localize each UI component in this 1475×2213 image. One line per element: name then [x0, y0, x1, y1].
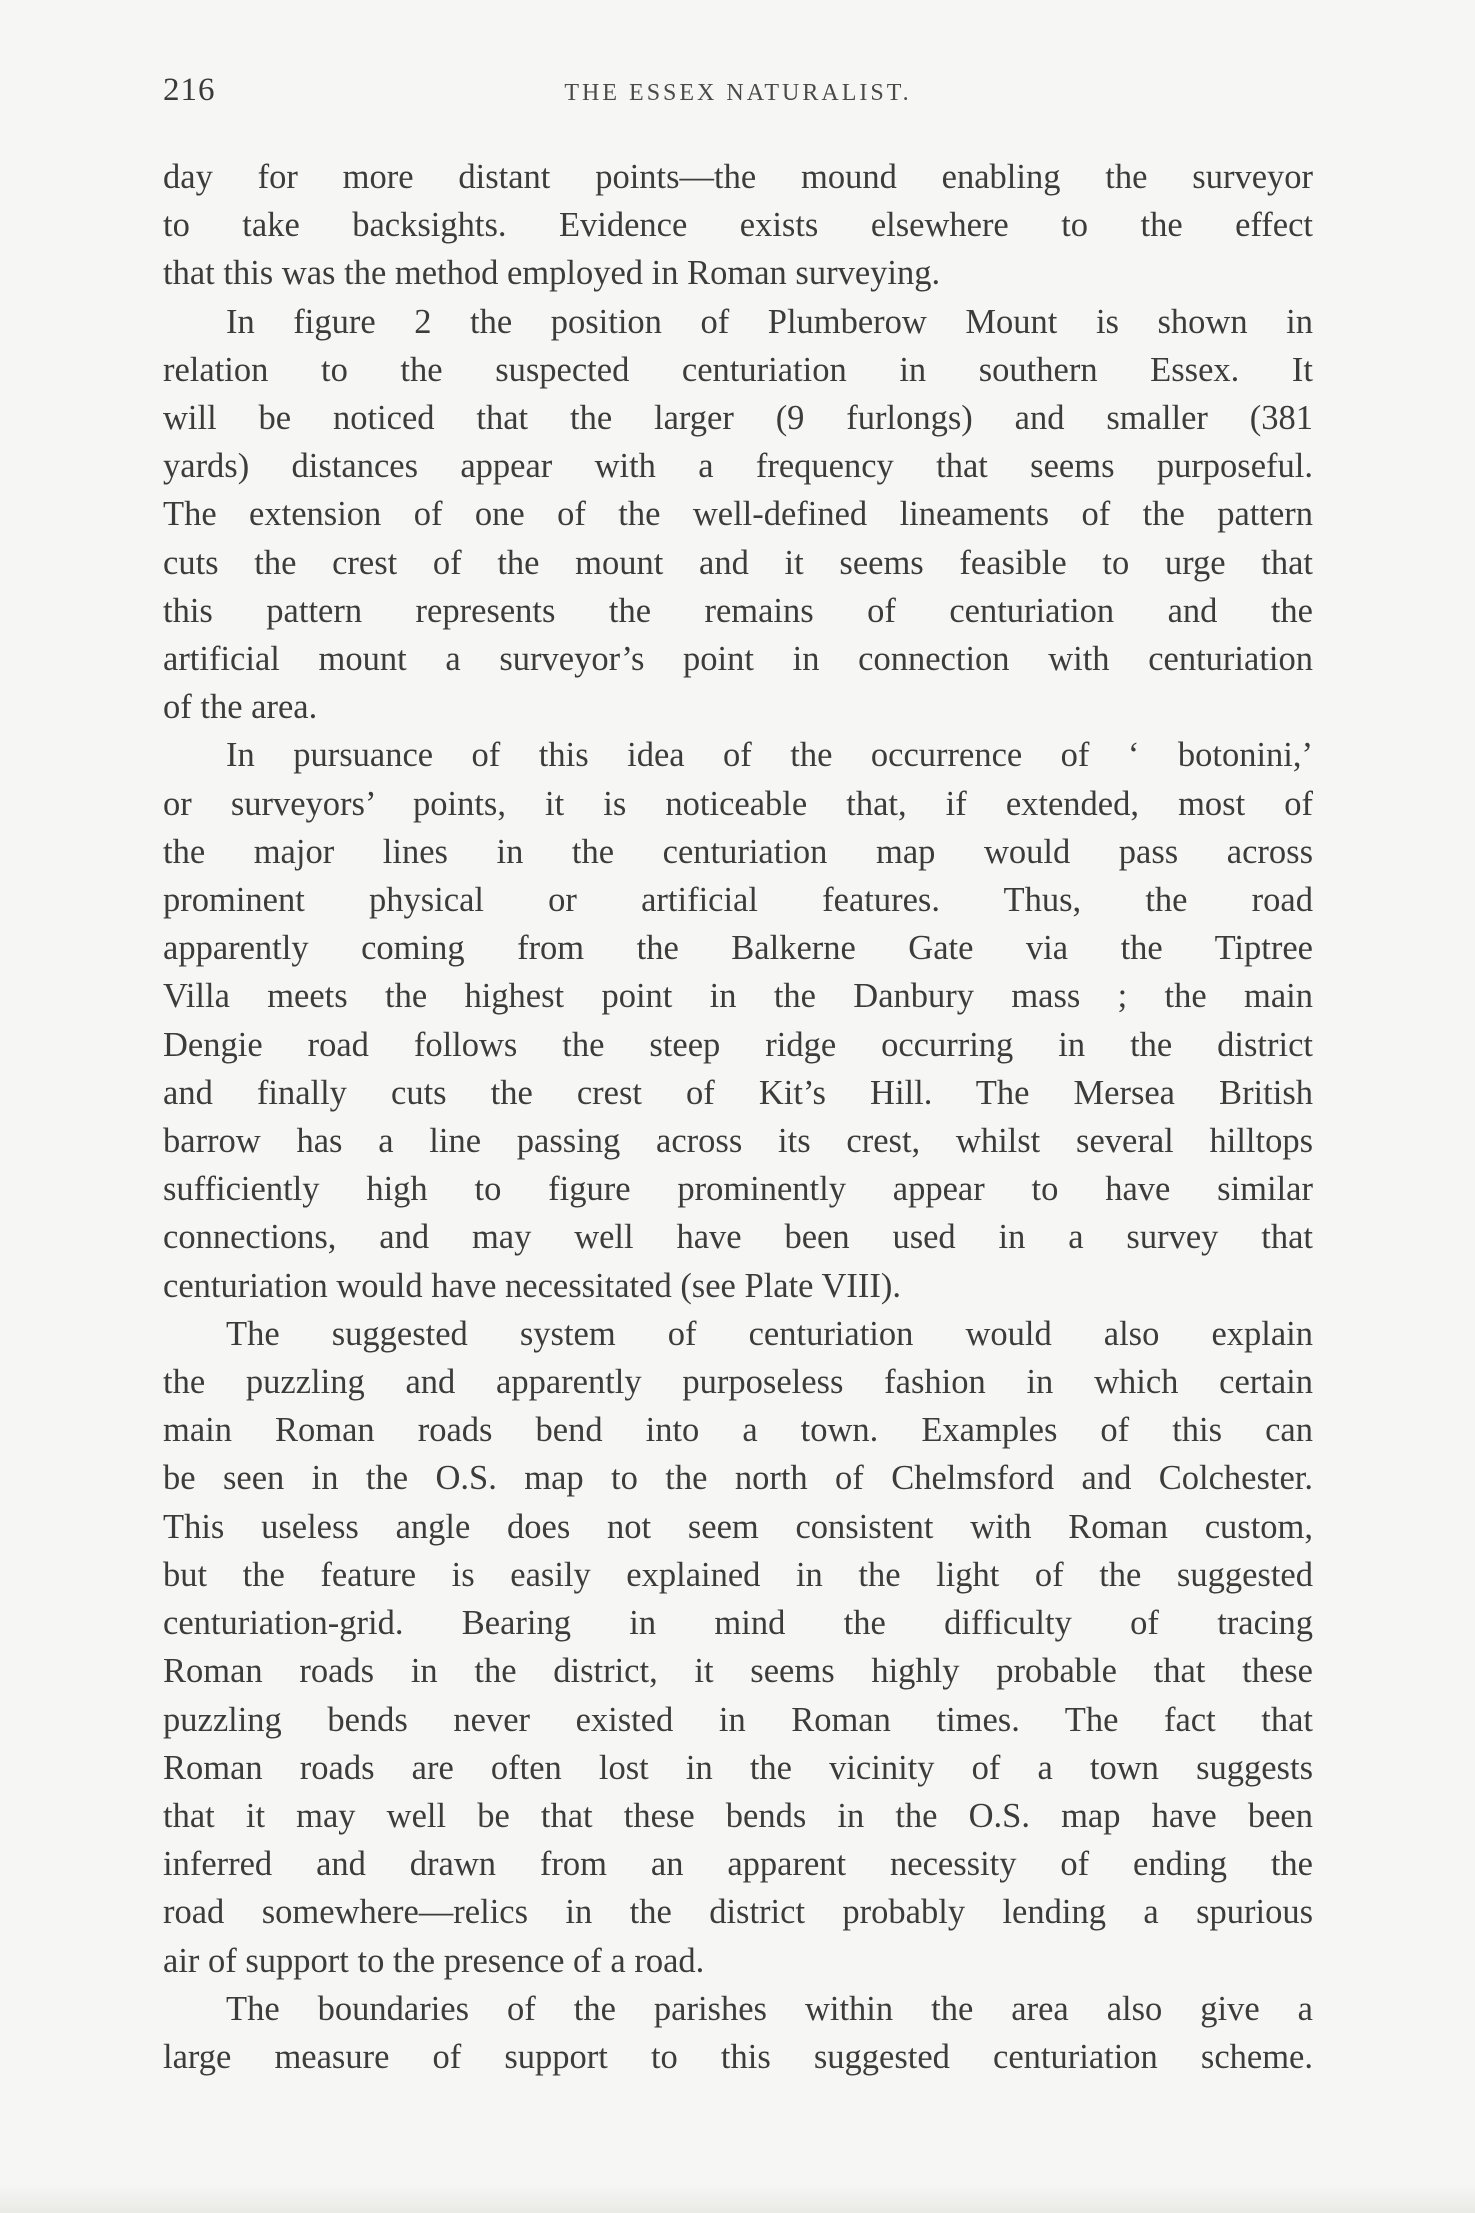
page-number: 216 [163, 72, 216, 108]
text-line: cuts the crest of the mount and it seems feasible to urge that [163, 543, 1313, 582]
text-line: puzzling bends never existed in Roman times. The fact that [163, 1700, 1313, 1739]
text-line: that it may well be that these bends in the O.S. map have been [163, 1796, 1313, 1835]
text-line: In pursuance of this idea of the occurrence of ‘ botonini,’ [226, 736, 1313, 775]
text-line: the major lines in the centuriation map would pass across [163, 832, 1313, 871]
text-line: the puzzling and apparently purposeless fashion in which certain [163, 1363, 1313, 1402]
page-header [163, 72, 1313, 122]
text-line: Villa meets the highest point in the Danbury mass ; the main [163, 977, 1313, 1016]
text-line: main Roman roads bend into a town. Examples of this can [163, 1411, 1313, 1450]
text-line: be seen in the O.S. map to the north of Chelmsford and Colchester. [163, 1459, 1313, 1498]
text-line: The extension of one of the well-defined lineaments of the pattern [163, 495, 1313, 534]
paragraph [163, 153, 1313, 298]
text-line: large measure of support to this suggested centuriation scheme. [163, 2037, 1313, 2076]
text-line: Roman roads in the district, it seems highly probable that these [163, 1652, 1313, 1691]
text-line: Roman roads are often lost in the vicinity of a town suggests [163, 1748, 1313, 1787]
text-line: The suggested system of centuriation would also explain [226, 1314, 1313, 1353]
text-line: will be noticed that the larger (9 furlongs) and smaller (381 [163, 399, 1313, 438]
text-line: relation to the suspected centuriation in southern Essex. It [163, 350, 1313, 389]
text-line: This useless angle does not seem consistent with Roman custom, [163, 1507, 1313, 1546]
text-line: this pattern represents the remains of centuriation and the [163, 591, 1313, 630]
paragraph [163, 1310, 1313, 1985]
paragraph [163, 1985, 1313, 2081]
text-line: centuriation would have necessitated (see Plate VIII). [163, 1266, 901, 1305]
text-line: In figure 2 the position of Plumberow Mount is shown in [226, 302, 1313, 341]
text-line: day for more distant points—the mound enabling the surveyor [163, 158, 1313, 196]
text-line: and finally cuts the crest of Kit’s Hill. The Mersea British [163, 1073, 1313, 1112]
text-line: sufficiently high to figure prominently appear to have similar [163, 1170, 1313, 1209]
body-text [163, 153, 1313, 2081]
scan-bottom-edge [0, 2185, 1475, 2213]
text-line: apparently coming from the Balkerne Gate via the Tiptree [163, 929, 1313, 968]
text-line: to take backsights. Evidence exists elsewhere to the effect [163, 206, 1313, 245]
paragraph [163, 298, 1313, 732]
text-line: centuriation-grid. Bearing in mind the difficulty of tracing [163, 1604, 1313, 1643]
text-line: that this was the method employed in Roman surveying. [163, 254, 941, 293]
text-line: prominent physical or artificial features. Thus, the road [163, 881, 1313, 920]
running-head: THE ESSEX NATURALIST. [564, 80, 912, 106]
text-line: or surveyors’ points, it is noticeable that, if extended, most of [163, 784, 1313, 823]
text-line: artificial mount a surveyor’s point in connection with centuriation [163, 640, 1313, 679]
text-line: air of support to the presence of a road. [163, 1941, 705, 1980]
text-line: The boundaries of the parishes within the area also give a [226, 1989, 1313, 2028]
paragraph [163, 731, 1313, 1309]
text-line: Dengie road follows the steep ridge occurring in the district [163, 1025, 1313, 1064]
text-line: yards) distances appear with a frequency that seems purposeful. [163, 447, 1313, 486]
text-line: but the feature is easily explained in the light of the suggested [163, 1555, 1313, 1594]
text-line: barrow has a line passing across its crest, whilst several hilltops [163, 1122, 1313, 1161]
text-line: connections, and may well have been used in a survey that [163, 1218, 1313, 1257]
text-line: of the area. [163, 688, 318, 727]
text-line: inferred and drawn from an apparent necessity of ending the [163, 1845, 1313, 1884]
text-line: road somewhere—relics in the district probably lending a spurious [163, 1893, 1313, 1932]
